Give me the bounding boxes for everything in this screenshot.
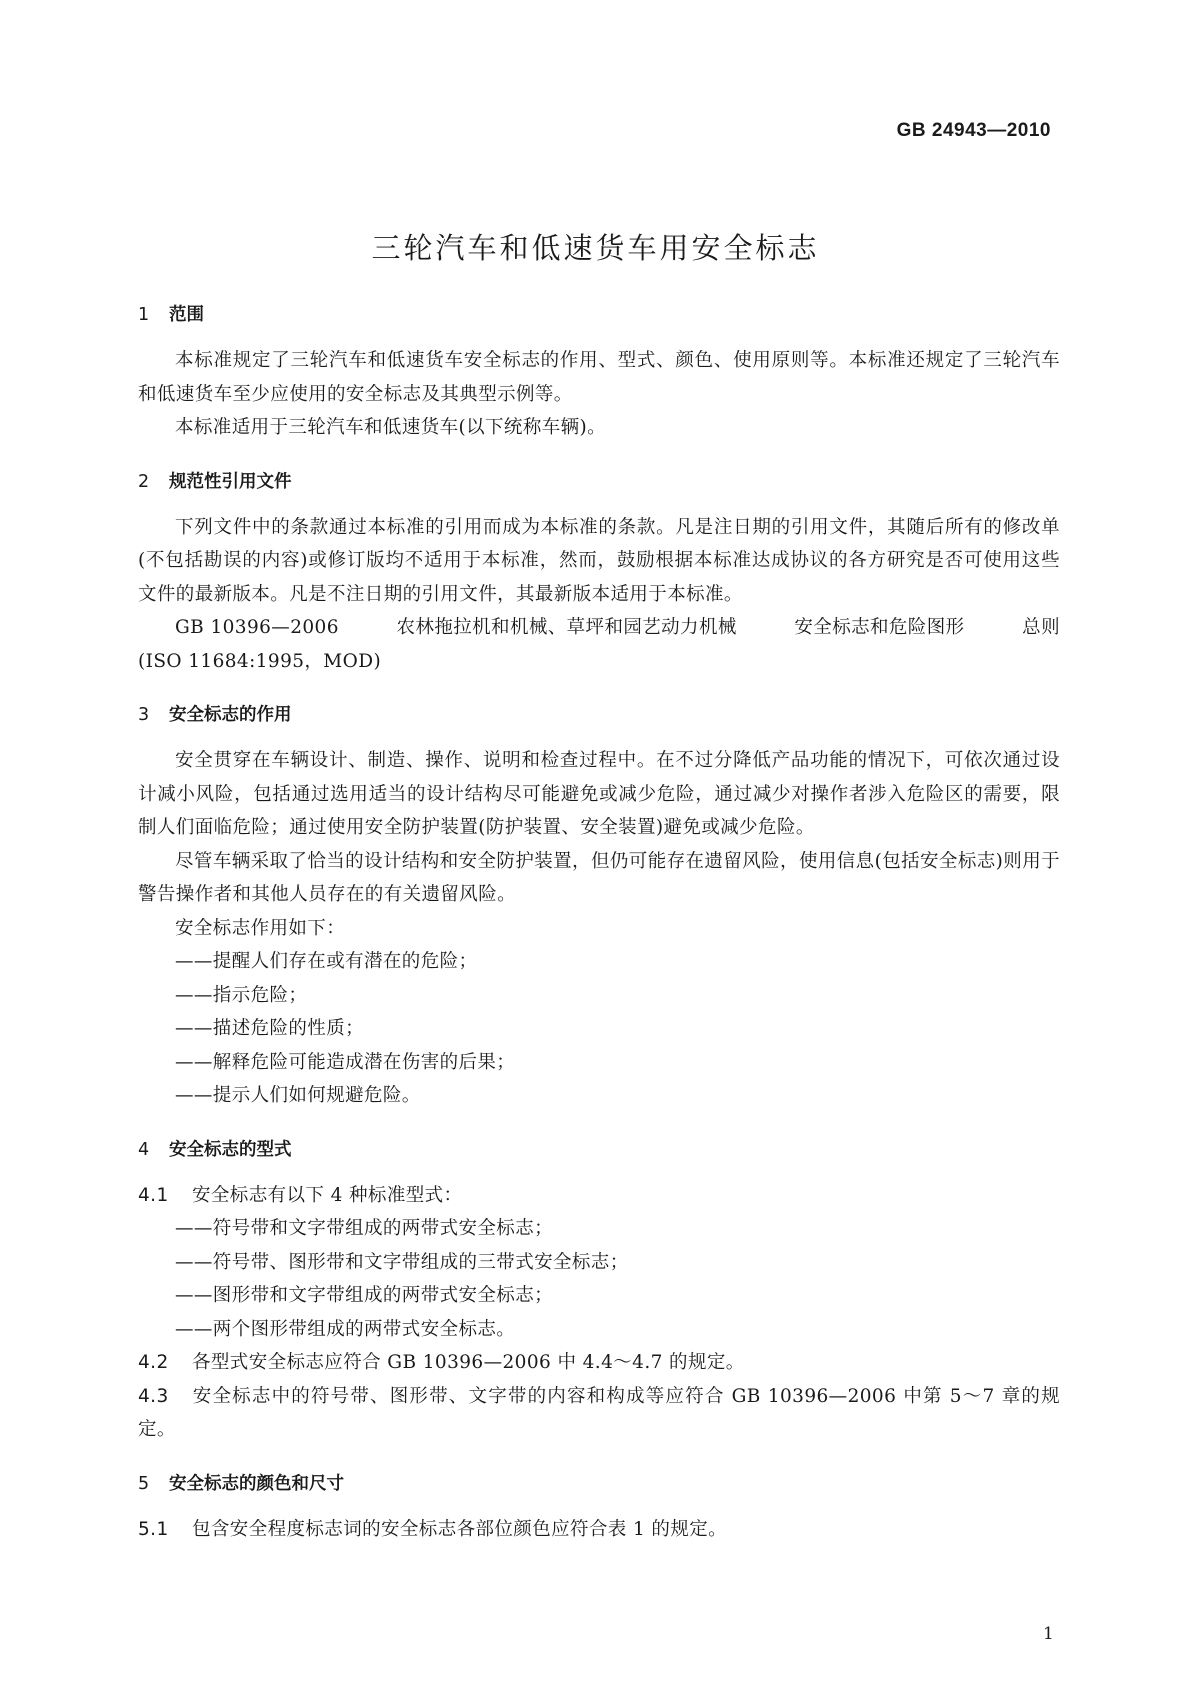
normative-reference: [138, 611, 1060, 645]
section-heading-5: 5 安全标志的颜色和尺寸: [138, 1473, 344, 1494]
reference-subject: 安全标志和危险图形: [794, 617, 965, 638]
paragraph: 本标准规定了三轮汽车和低速货车安全标志的作用、型式、颜色、使用原则等。本标准还规定了三轮汽车和低速货车至少应使用的安全标志及其典型示例等。: [138, 350, 1060, 405]
section-heading-3: 3 安全标志的作用: [138, 705, 292, 725]
clause-5-1: 5.1 包含安全程度标志词的安全标志各部位颜色应符合表 1 的规定。: [138, 1518, 728, 1540]
list-item: ——描述危险的性质；: [175, 1018, 365, 1039]
list-item: ——提醒人们存在或有潜在的危险；: [175, 951, 478, 972]
section-heading-2: 2 规范性引用文件: [138, 471, 292, 492]
list-item: ——提示人们如何规避危险。: [175, 1085, 421, 1106]
reference-name: 农林拖拉机和机械、草坪和园艺动力机械: [396, 617, 737, 638]
standard-number: GB 24943—2010: [896, 120, 1051, 141]
list-item: ——图形带和文字带组成的两带式安全标志；: [175, 1285, 554, 1306]
paragraph: 安全贯穿在车辆设计、制造、操作、说明和检查过程中。在不过分降低产品功能的情况下，可依次通过设计减小风险，包括通过选用适当的设计结构尽可能避免或减少危险，通过减少对操作者涉入危险区的需要，限制人们面临危险；通过使用安全防护装置(防护装置、安全装置)避免或减少危险。: [138, 750, 1060, 838]
section-heading-1: 1 范围: [138, 305, 204, 325]
paragraph: 本标准适用于三轮汽车和低速货车(以下统称车辆)。: [175, 417, 607, 438]
clause-4-2: 4.2 各型式安全标志应符合 GB 10396—2006 中 4.4～4.7 的规定。: [138, 1352, 745, 1373]
clause-4-1: 4.1 安全标志有以下 4 种标准型式：: [138, 1184, 463, 1206]
list-item: ——符号带和文字带组成的两带式安全标志；: [175, 1218, 554, 1239]
section-heading-4: 4 安全标志的型式: [138, 1139, 292, 1160]
page-number: 1: [1043, 1624, 1054, 1644]
reference-code: GB 10396—2006: [175, 617, 339, 638]
list-item: ——指示危险；: [175, 984, 308, 1006]
reference-part: 总则: [1022, 617, 1060, 638]
reference-iso: (ISO 11684:1995，MOD): [138, 650, 382, 672]
clause-4-3: 4.3 安全标志中的符号带、图形带、文字带的内容和构成等应符合 GB 10396—2006 中第 5～7 章的规定。: [138, 1385, 1060, 1440]
list-item: ——两个图形带组成的两带式安全标志。: [175, 1318, 516, 1340]
paragraph: 下列文件中的条款通过本标准的引用而成为本标准的条款。凡是注日期的引用文件，其随后所有的修改单(不包括勘误的内容)或修订版均不适用于本标准，然而，鼓励根据本标准达成协议的各方研究是否可使用这些文件的最新版本。凡是不注日期的引用文件，其最新版本适用于本标准。: [138, 516, 1060, 605]
document-body: [138, 300, 1060, 1546]
paragraph: 安全标志作用如下：: [175, 917, 346, 939]
document-title: 三轮汽车和低速货车用安全标志: [371, 231, 820, 265]
list-item: ——解释危险可能造成潜在伤害的后果；: [175, 1051, 516, 1073]
list-item: ——符号带、图形带和文字带组成的三带式安全标志；: [175, 1251, 629, 1273]
paragraph: 尽管车辆采取了恰当的设计结构和安全防护装置，但仍可能存在遗留风险，使用信息(包括安全标志)则用于警告操作者和其他人员存在的有关遗留风险。: [138, 850, 1060, 905]
